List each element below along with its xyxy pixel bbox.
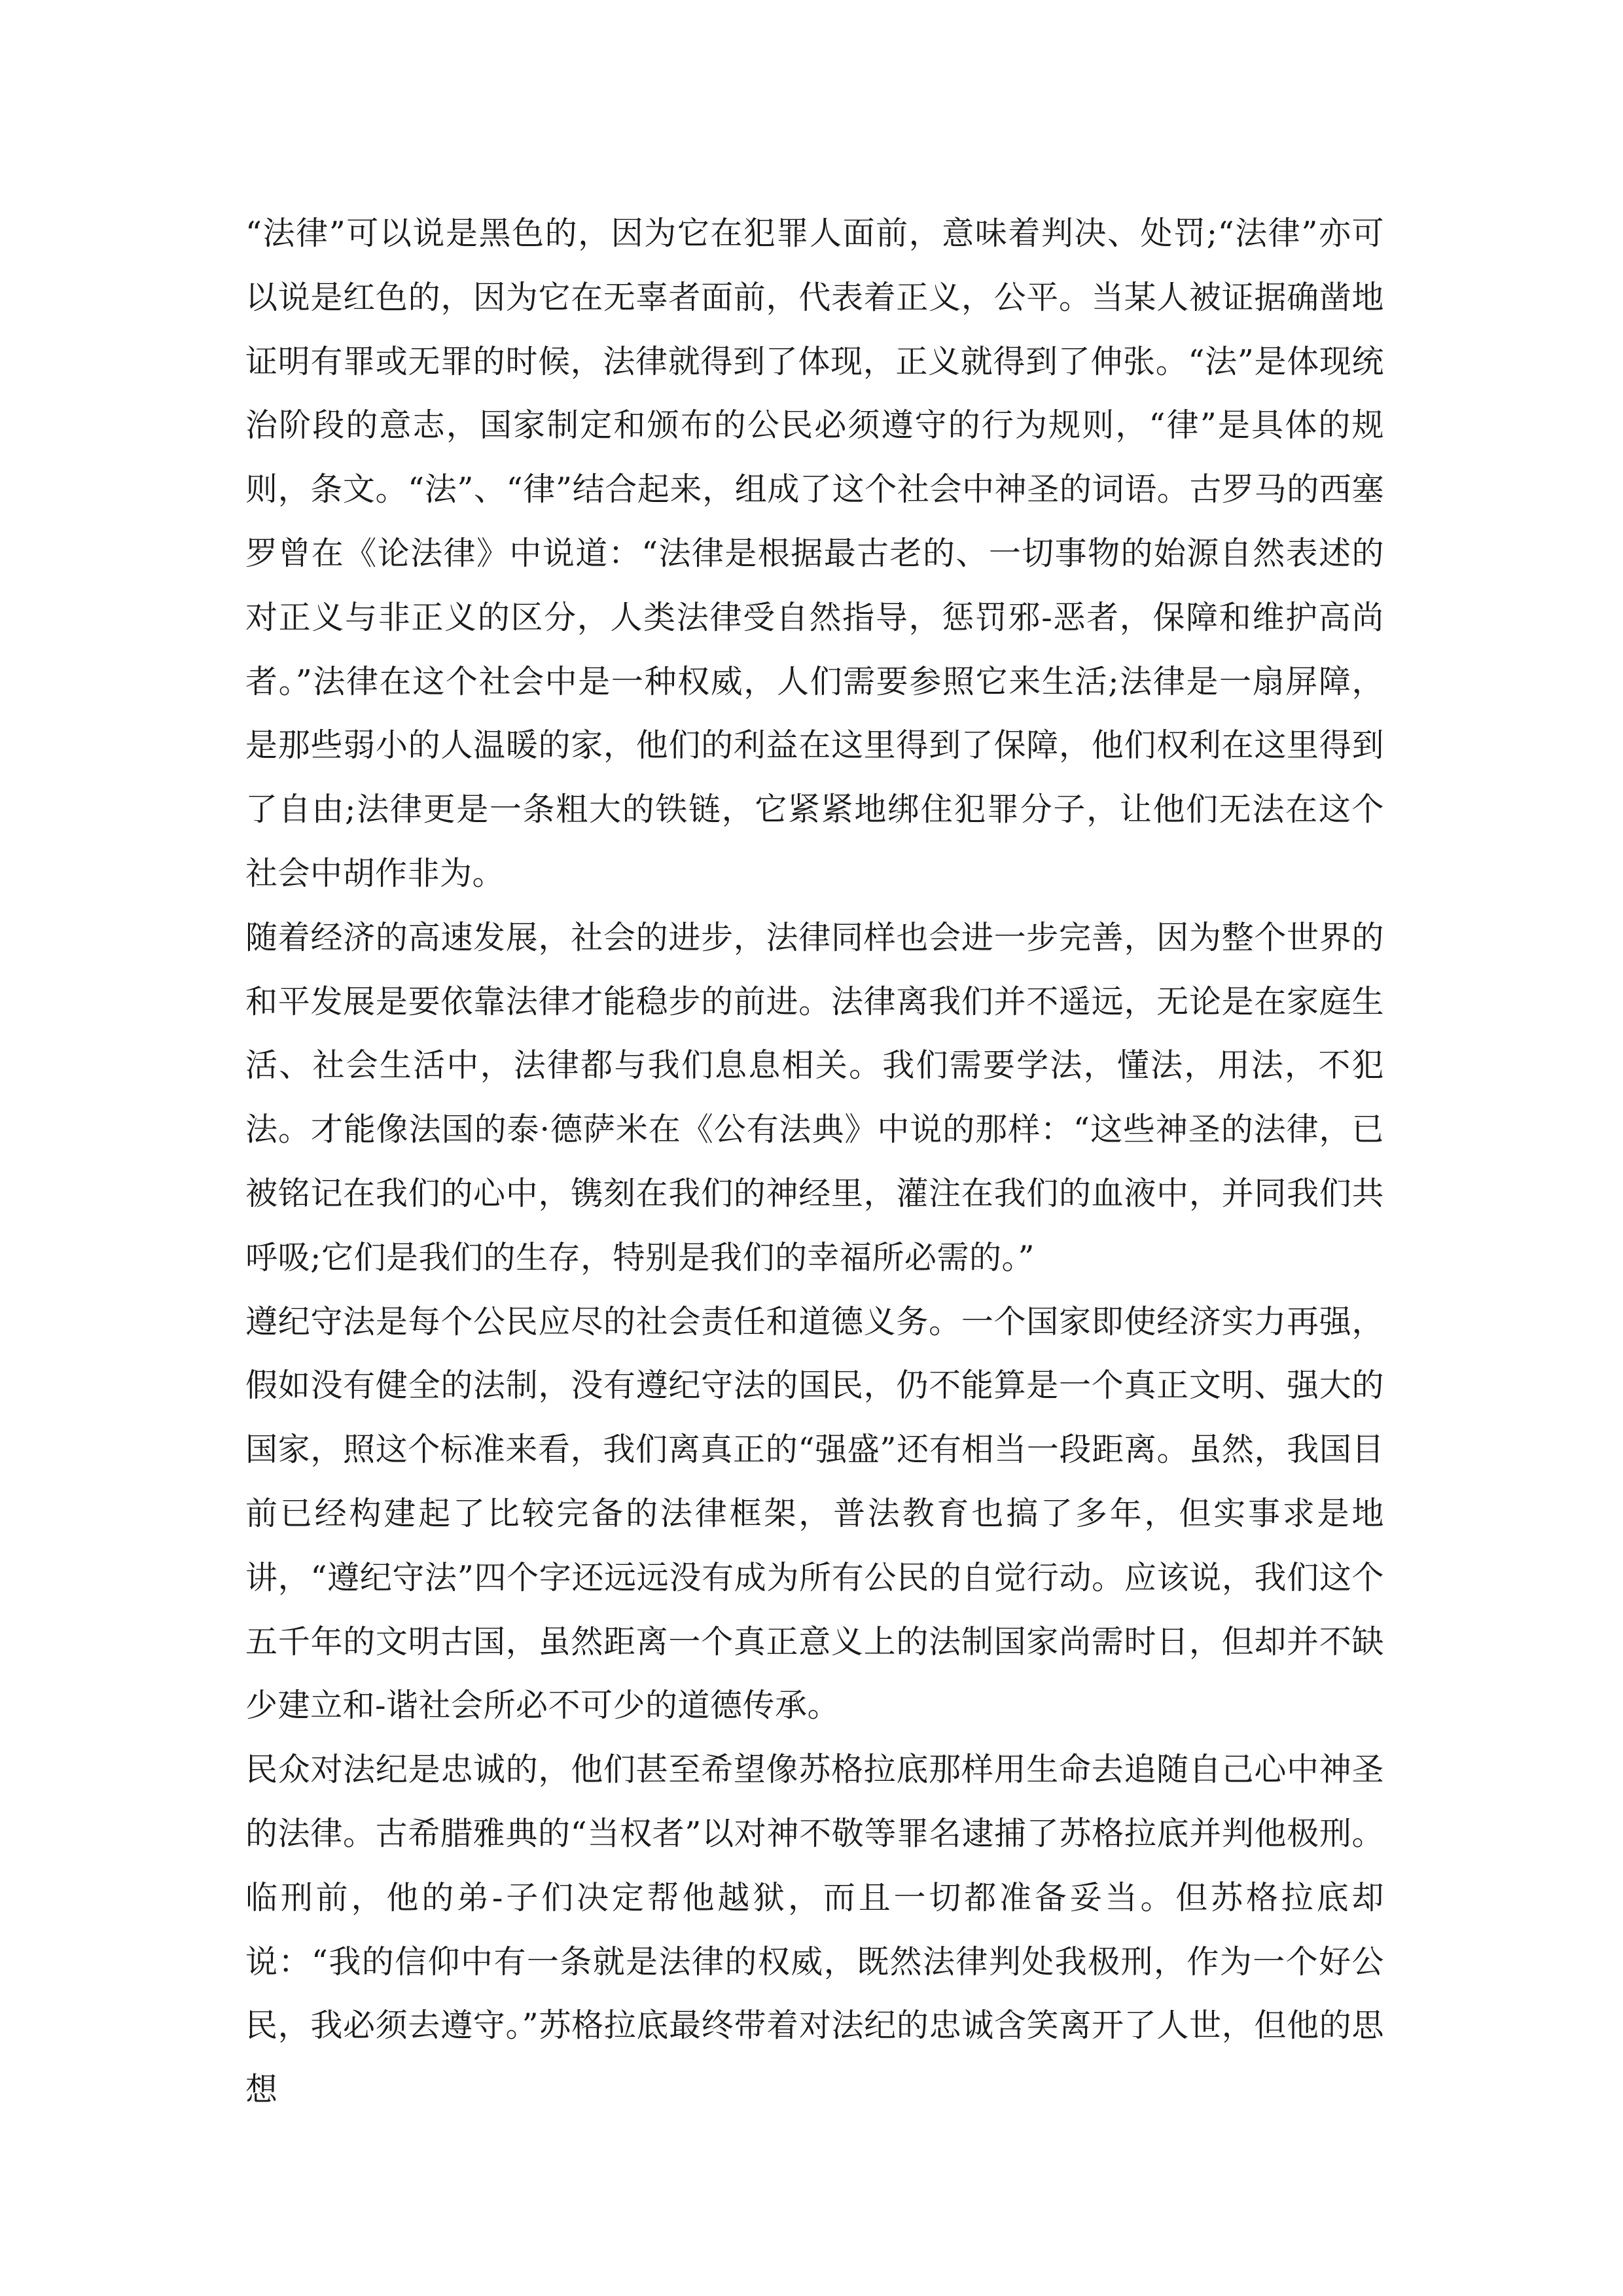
document-body: [245, 202, 1384, 2122]
paragraph-3: 遵纪守法是每个公民应尽的社会责任和道德义务。一个国家即使经济实力再强，假如没有健全的法制，没有遵纪守法的国民，仍不能算是一个真正文明、强大的国家，照这个标准来看，我们离真正的“强盛”还有相当一段距离。虽然，我国目前已经构建起了比较完备的法律框架，普法教育也搞了多年，但实事求是地讲，“遵纪守法”四个字还远远没有成为所有公民的自觉行动。应该说，我们这个五千年的文明古国，虽然距离一个真正意义上的法制国家尚需时日，但却并不缺少建立和-谐社会所必不可少的道德传承。: [245, 1302, 1384, 1725]
paragraph-2: 随着经济的高速发展，社会的进步，法律同样也会进一步完善，因为整个世界的和平发展是要依靠法律才能稳步的前进。法律离我们并不遥远，无论是在家庭生活、社会生活中，法律都与我们息息相关。我们需要学法，懂法，用法，不犯法。才能像法国的泰·德萨米在《公有法典》中说的那样：“这些神圣的法律，已被铭记在我们的心中，镌刻在我们的神经里，灌注在我们的血液中，并同我们共呼吸;它们是我们的生存，特别是我们的幸福所必需的。”: [245, 918, 1384, 1276]
paragraph-4: 民众对法纪是忠诚的，他们甚至希望像苏格拉底那样用生命去追随自己心中神圣的法律。古希腊雅典的“当权者”以对神不敬等罪名逮捕了苏格拉底并判他极刑。临刑前，他的弟-子们决定帮他越狱，而且一切都准备妥当。但苏格拉底却说：“我的信仰中有一条就是法律的权威，既然法律判处我极刑，作为一个好公民，我必须去遵守。”苏格拉底最终带着对法纪的忠诚含笑离开了人世，但他的思想: [245, 1751, 1384, 2109]
paragraph-1: “法律”可以说是黑色的，因为它在犯罪人面前，意味着判决、处罚;“法律”亦可以说是红色的，因为它在无辜者面前，代表着正义，公平。当某人被证据确凿地证明有罪或无罪的时候，法律就得到了体现，正义就得到了伸张。“法”是体现统治阶段的意志，国家制定和颁布的公民必须遵守的行为规则，“律”是具体的规则，条文。“法”、“律”结合起来，组成了这个社会中神圣的词语。古罗马的西塞罗曾在《论法律》中说道：“法律是根据最古老的、一切事物的始源自然表述的对正义与非正义的区分，人类法律受自然指导，惩罚邪-恶者，保障和维护高尚者。”法律在这个社会中是一种权威，人们需要参照它来生活;法律是一扇屏障，是那些弱小的人温暖的家，他们的利益在这里得到了保障，他们权利在这里得到了自由;法律更是一条粗大的铁链，它紧紧地绑住犯罪分子，让他们无法在这个社会中胡作非为。: [245, 215, 1384, 892]
